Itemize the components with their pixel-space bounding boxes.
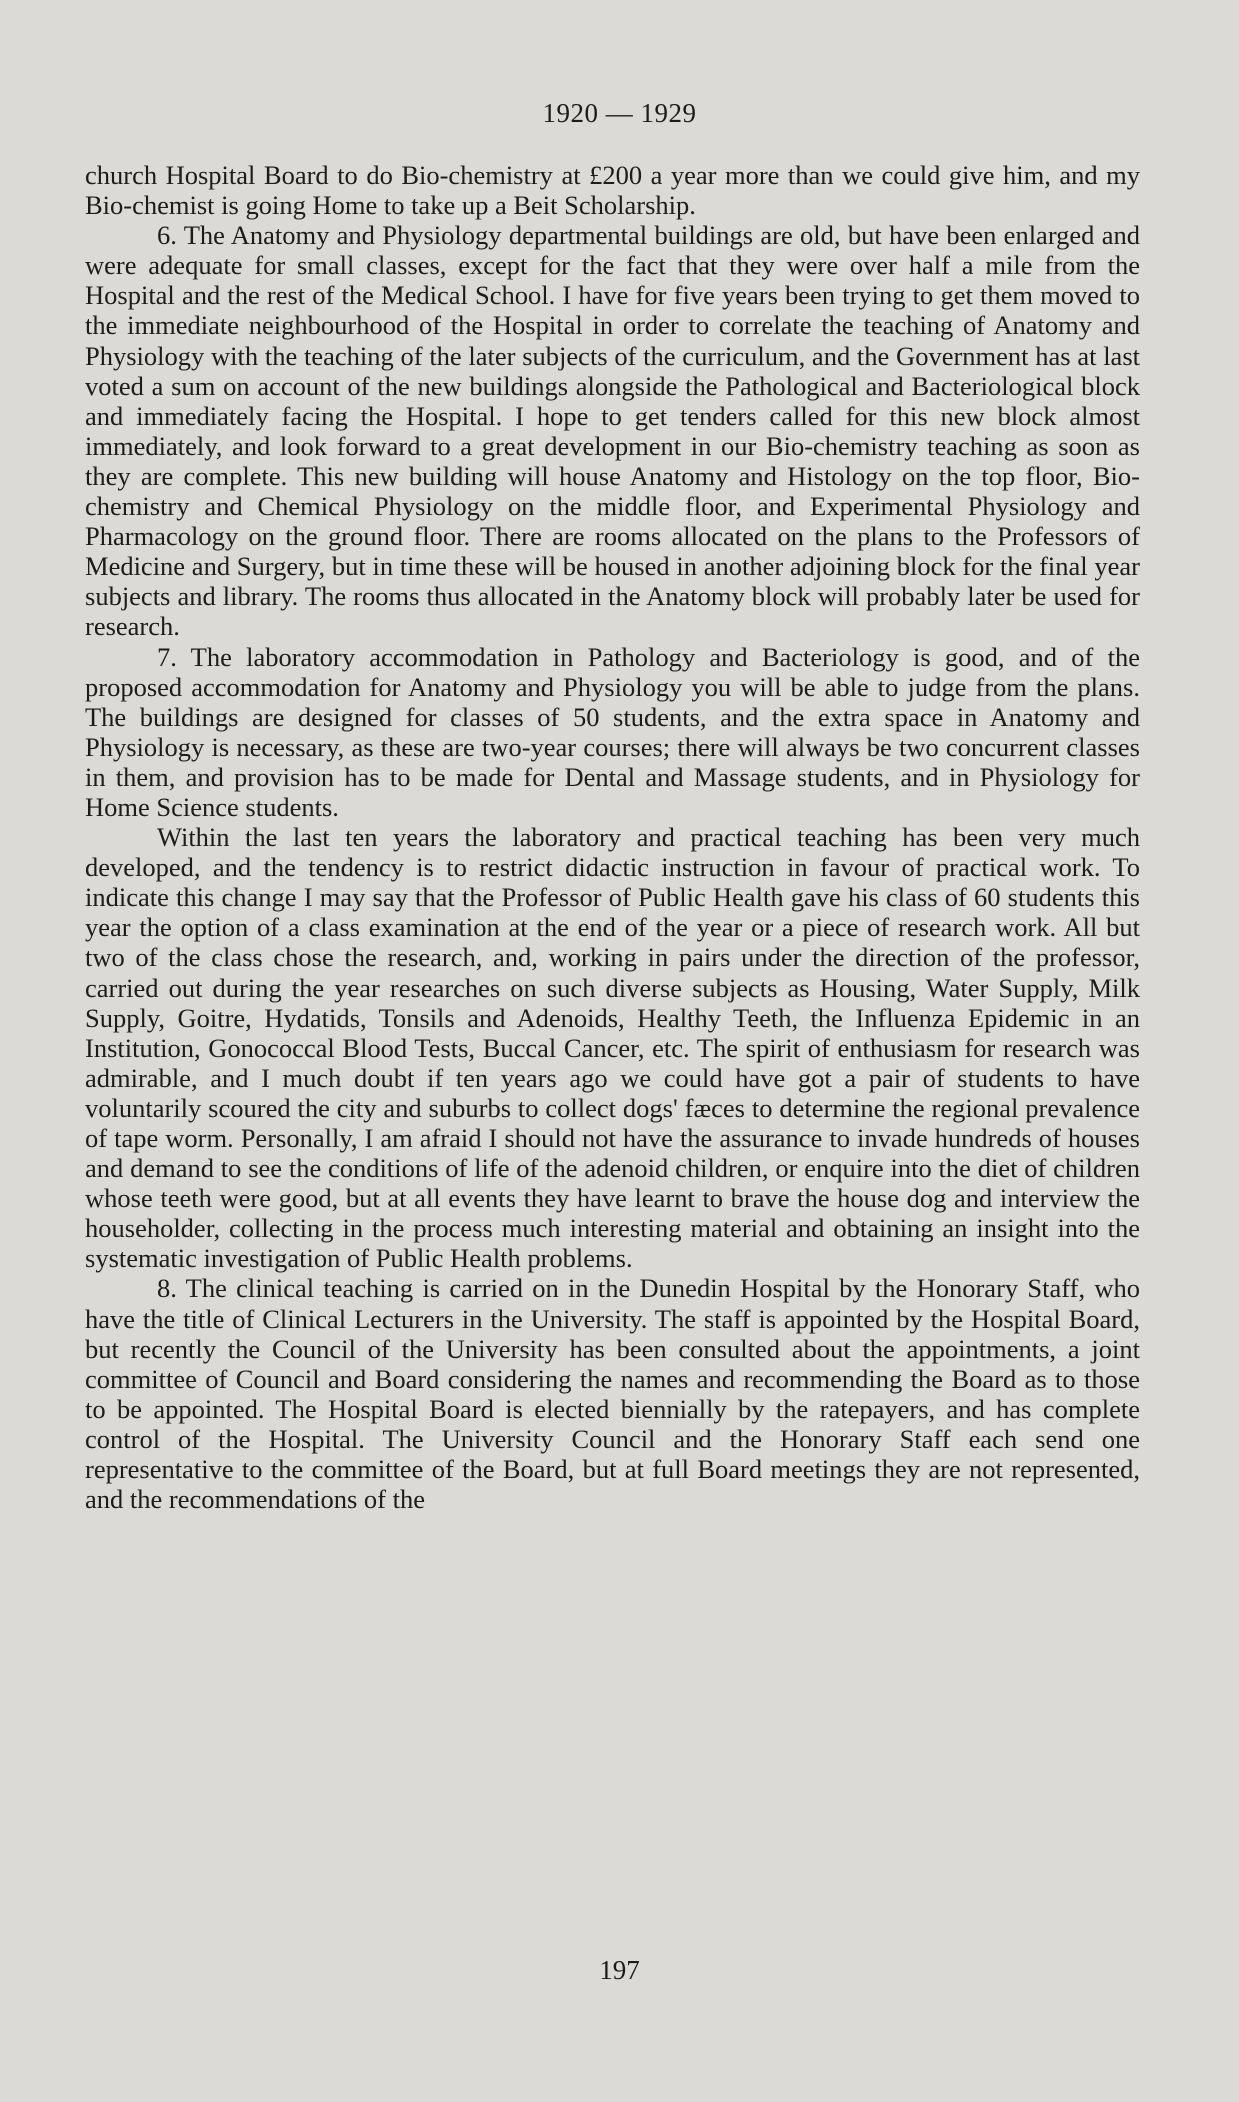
- paragraph-8: 8. The clinical teaching is carried on in the Dunedin Hospital by the Honorary Staff, who have the title of Clinical Lecturers in the University. The staff is appointed by the Hospital Board, but recently the Council of the University has been consulted about the appointments, a joint committee of Council and Board considering the names and recommending the Board as to those to be appointed. The Hospital Board is elected biennially by the ratepayers, and has complete control of the Hospital. The University Council and the Honorary Staff each send one representative to the committee of the Board, but at full Board meetings they are not represented, and the recommendations of the: [85, 1273, 1140, 1515]
- paragraph-7: 7. The laboratory accommodation in Pathology and Bacteriology is good, and of the proposed accommodation for Anatomy and Physiology you will be able to judge from the plans. The buildings are designed for classes of 50 students, and the extra space in Anatomy and Physiology is necessary, as these are two-year courses; there will always be two concurrent classes in them, and provision has to be made for Dental and Massage students, and in Physiology for Home Science students.: [85, 641, 1140, 822]
- paragraph-continuation: church Hospital Board to do Bio-chemistry at £200 a year more than we could give him, and my Bio-chemist is going Home to take up a Beit Scholarship.: [85, 160, 1140, 221]
- paragraph-6: 6. The Anatomy and Physiology departmental buildings are old, but have been enlarged and were adequate for small classes, except for the fact that they were over half a mile from the Hospital and the rest of the Medical School. I have for five years been trying to get them moved to the immediate neighbourhood of the Hospital in order to correlate the teaching of Anatomy and Physiology with the teaching of the later subjects of the curriculum, and the Government has at last voted a sum on account of the new buildings alongside the Pathological and Bacteriological block and immediately facing the Hospital. I hope to get tenders called for this new block almost immediately, and look forward to a great development in our Bio-chemistry teaching as soon as they are complete. This new building will house Anatomy and Histology on the top floor, Bio-chemistry and Chemical Physiology on the middle floor, and Experimental Physiology and Pharmacology on the ground floor. There are rooms allocated on the plans to the Professors of Medicine and Surgery, but in time these will be housed in another adjoining block for the final year subjects and library. The rooms thus allocated in the Anatomy block will probably later be used for research.: [85, 220, 1140, 642]
- paragraph-laboratory-teaching: Within the last ten years the laboratory and practical teaching has been very much developed, and the tendency is to restrict didactic instruction in favour of practical work. To indicate this change I may say that the Professor of Public Health gave his class of 60 students this year the option of a class examination at the end of the year or a piece of research work. All but two of the class chose the research, and, working in pairs under the direction of the professor, carried out during the year researches on such diverse subjects as Housing, Water Supply, Milk Supply, Goitre, Hydatids, Tonsils and Adenoids, Healthy Teeth, the Influenza Epidemic in an Institution, Gonococcal Blood Tests, Buccal Cancer, etc. The spirit of enthusiasm for research was admirable, and I much doubt if ten years ago we could have got a pair of students to have voluntarily scoured the city and suburbs to collect dogs' fæces to determine the regional prevalence of tape worm. Personally, I am afraid I should not have the assurance to invade hundreds of houses and demand to see the conditions of life of the adenoid children, or enquire into the diet of children whose teeth were good, but at all events they have learnt to brave the house dog and interview the householder, collecting in the process much interesting material and obtaining an insight into the systematic investigation of Public Health problems.: [85, 822, 1140, 1274]
- page-number: 197: [599, 1955, 640, 1985]
- body-text: [85, 160, 1140, 1514]
- running-head: 1920 — 1929: [542, 98, 697, 128]
